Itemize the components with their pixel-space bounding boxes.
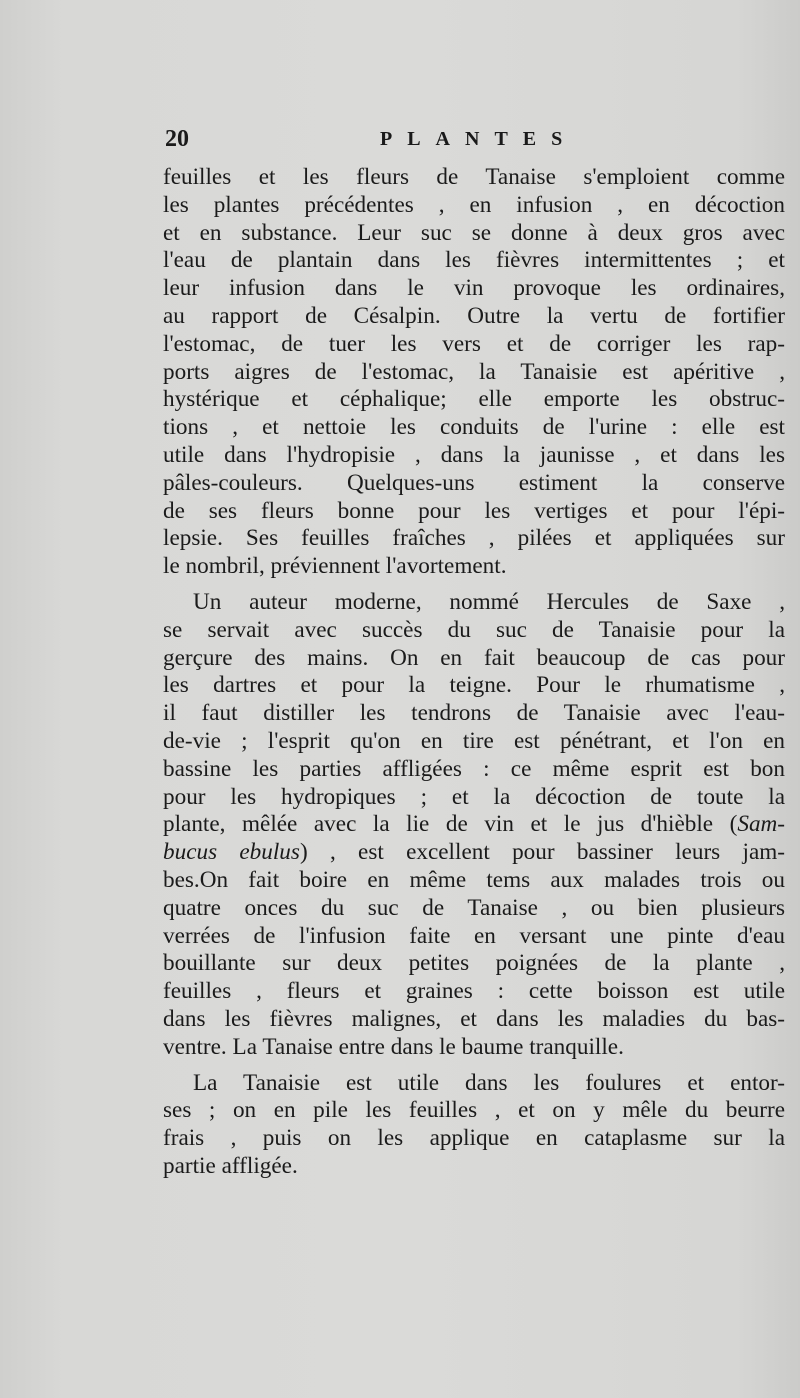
text-line: il faut distiller les tendrons de Tanaisie avec l'eau-: [163, 700, 785, 727]
text-line: et en substance. Leur suc se donne à deux gros avec: [163, 219, 785, 246]
text-line: feuilles et les fleurs de Tanaise s'emploient comme: [163, 164, 785, 190]
text-line: bes.On fait boire en même tems aux malades trois ou: [163, 866, 785, 893]
text-line: au rapport de Césalpin. Outre la vertu de fortifier: [163, 302, 785, 329]
text-line: pour les hydropiques ; et la décoction de toute la: [163, 783, 785, 810]
text-line: pâles-couleurs. Quelques-uns estiment la conserve: [163, 469, 785, 496]
text-line: leur infusion dans le vin provoque les ordinaires,: [163, 275, 785, 302]
text-line: se servait avec succès du suc de Tanaisie pour la: [163, 616, 785, 643]
text-line: Un auteur moderne, nommé Hercules de Saxe ,: [193, 588, 785, 615]
text-line: partie affligée.: [163, 1152, 298, 1179]
text-line: les dartres et pour la teigne. Pour le rhumatisme ,: [163, 672, 785, 699]
italic-fragment: Sam-: [737, 811, 785, 838]
text-line: ports aigres de l'estomac, la Tanaisie est apéritive ,: [163, 358, 785, 385]
text-line: gerçure des mains. On en fait beaucoup de cas pour: [163, 644, 785, 671]
body-text: [163, 164, 785, 1189]
page-number: 20: [165, 126, 189, 152]
text-line: feuilles , fleurs et graines : cette boisson est utile: [163, 978, 785, 1005]
paragraph-1: [163, 164, 785, 581]
text-line: de-vie ; l'esprit qu'on en tire est pénétrant, et l'on en: [163, 727, 785, 754]
text-fragment: ) , est excellent pour bassiner leurs jam-: [299, 839, 785, 866]
running-title: PLANTES: [380, 128, 578, 150]
italic-fragment: bucus ebulus: [163, 839, 300, 866]
text-line: ses ; on en pile les feuilles , et on y mêle du beurre: [163, 1097, 785, 1124]
text-line: le nombril, préviennent l'avortement.: [163, 553, 507, 580]
text-line: bassine les parties affligées : ce même esprit est bon: [163, 755, 785, 782]
text-line: frais , puis on les applique en cataplasme sur la: [163, 1125, 785, 1152]
text-line: utile dans l'hydropisie , dans la jaunisse , et dans les: [163, 441, 785, 468]
page-header: [165, 126, 785, 158]
text-line: quatre onces du suc de Tanaise , ou bien plusieurs: [163, 894, 785, 921]
text-line: les plantes précédentes , en infusion , en décoction: [163, 191, 785, 218]
text-line: bouillante sur deux petites poignées de la plante ,: [163, 950, 785, 977]
paragraph-2: [163, 589, 785, 1062]
text-line: tions , et nettoie les conduits de l'urine : elle est: [163, 414, 785, 441]
text-fragment: plante, mêlée avec la lie de vin et le jus d'hièble (: [163, 811, 738, 838]
text-line: ventre. La Tanaise entre dans le baume tranquille.: [163, 1033, 624, 1060]
paragraph-3: [163, 1070, 785, 1181]
text-line: de ses fleurs bonne pour les vertiges et pour l'épi-: [163, 497, 785, 524]
text-line-with-italic: [163, 839, 785, 867]
text-line: l'eau de plantain dans les fièvres intermittentes ; et: [163, 247, 785, 274]
text-line: La Tanaisie est utile dans les foulures et entor-: [193, 1069, 785, 1096]
text-line: verrées de l'infusion faite en versant une pinte d'eau: [163, 922, 785, 949]
text-line: hystérique et céphalique; elle emporte les obstruc-: [163, 386, 785, 413]
text-line: l'estomac, de tuer les vers et de corriger les rap-: [163, 330, 785, 357]
text-line: lepsie. Ses feuilles fraîches , pilées et appliquées sur: [163, 525, 785, 552]
text-line-with-italic: [163, 811, 785, 839]
text-line: dans les fièvres malignes, et dans les maladies du bas-: [163, 1005, 785, 1032]
